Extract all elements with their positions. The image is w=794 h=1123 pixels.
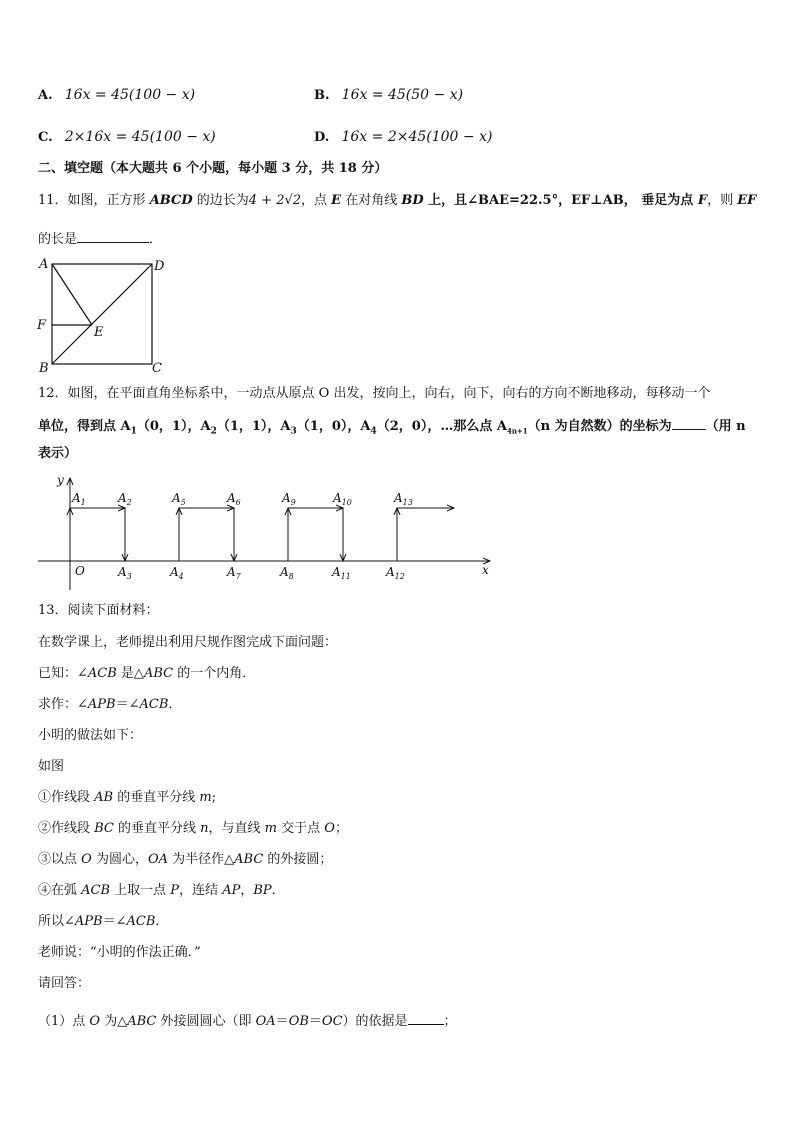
q12-text: （2，0），…那么点 A [376, 419, 507, 434]
q13-conclusion [38, 913, 168, 931]
q13-text: ③以点 [38, 852, 82, 867]
q13-text: ; [211, 790, 217, 805]
q11-point-e: E [331, 193, 342, 208]
q13-math: n [200, 821, 209, 836]
label-a2: $A_2$ [118, 491, 132, 507]
q13-text: ． [168, 697, 182, 712]
q13-math: ∠ACB [115, 914, 156, 929]
q12-answer-blank[interactable] [672, 415, 706, 430]
q13-math: AB [94, 790, 114, 805]
q13-text: ①作线段 [38, 790, 95, 805]
option-b-text: 16x = 45(50 − x) [341, 87, 464, 103]
label-a13: $A_{13}$ [394, 491, 413, 507]
q11-text: 11．如图，正方形 [38, 193, 150, 208]
q13-text: 已知： [38, 666, 78, 681]
q12-coordinate-figure [30, 470, 500, 592]
q13-math: OA [255, 1014, 276, 1029]
option-b-label: B. [314, 88, 330, 103]
q13-math: ∠ACB [77, 666, 117, 681]
label-a4: $A_4$ [170, 565, 184, 581]
q13-math: ABC [127, 1014, 157, 1029]
option-a-label: A. [38, 88, 53, 103]
q12-sub: 2 [210, 426, 217, 437]
q13-text: 是△ [116, 666, 144, 681]
q12-line2 [38, 415, 746, 441]
q13-math: ABC [234, 852, 264, 867]
q13-step3 [38, 851, 332, 869]
q13-text: ，连结 [179, 883, 223, 898]
q13-text: 的外接圆； [263, 852, 333, 867]
q13-math: O [89, 1014, 101, 1029]
option-c-text: 2×16x = 45(100 − x) [64, 129, 216, 145]
q13-math: m [199, 790, 212, 805]
label-a9: $A_9$ [282, 491, 296, 507]
q13-text: 为△ [100, 1014, 128, 1029]
segment-ae [52, 264, 92, 325]
q11-side-expr: 4 + 2√2 [248, 193, 302, 208]
q13-text: 交于点 [277, 821, 325, 836]
q12-line1: 12．如图，在平面直角坐标系中，一动点从原点 O 出发，按向上，向右，向下，向右的方向不断地移动，每移动一个 [38, 386, 711, 401]
q13-math: ∠APB [64, 914, 103, 929]
q13-math: BC [94, 821, 114, 836]
q13-math: BP [253, 883, 272, 898]
q13-text: ，与直线 [208, 821, 265, 836]
label-b: B [39, 361, 49, 376]
q12-text: （n 为自然数）的坐标为 [527, 419, 672, 434]
q11-line1 [38, 192, 756, 210]
q13-text: ． [155, 914, 169, 929]
q12-sub: 1 [130, 426, 137, 437]
label-a8: $A_8$ [280, 565, 294, 581]
q13-text: ． [271, 883, 285, 898]
q13-text: ＝ [115, 697, 129, 712]
q13-math: OA [147, 852, 168, 867]
q13-math: OB [288, 1014, 309, 1029]
q13-text: 的一个内角． [173, 666, 256, 681]
label-a7: $A_7$ [227, 565, 241, 581]
option-a [38, 86, 195, 105]
q11-abcd: ABCD [149, 193, 193, 208]
q13-math: OC [321, 1014, 343, 1029]
q11-ef: EF [737, 193, 757, 208]
q13-text: 为圆心， [91, 852, 148, 867]
q13-step4 [38, 882, 285, 900]
section-title: 二、填空题（本大题共 6 个小题，每小题 3 分，共 18 分） [38, 161, 388, 176]
q12-sub: 4 [370, 426, 377, 437]
label-a1: $A_1$ [72, 491, 86, 507]
q11-line2 [38, 228, 162, 249]
q13-math: ACB [81, 883, 111, 898]
label-a5: $A_5$ [172, 491, 186, 507]
option-d-text: 16x = 2×45(100 − x) [341, 129, 493, 145]
q13-method-intro: 小明的做法如下： [38, 728, 143, 743]
label-c: C [152, 361, 162, 376]
option-a-text: 16x = 45(100 − x) [64, 87, 196, 103]
q13-text: ＝ [275, 1014, 289, 1029]
q13-text: 外接圆圆心（即 [156, 1014, 256, 1029]
q13-text: 所以 [38, 914, 65, 929]
q13-as-figure: 如图 [38, 759, 65, 774]
q11-bd: BD [401, 193, 424, 208]
label-y: y [57, 473, 64, 487]
q11-text: 的长是 [38, 232, 78, 247]
q13-math: ABC [143, 666, 174, 681]
q13-text: （1）点 [38, 1014, 90, 1029]
q13-please-answer: 请回答： [38, 976, 91, 991]
q13-math: O [81, 852, 92, 867]
q11-text: 的边长为 [192, 193, 249, 208]
q12-text: （1，1），A [216, 419, 291, 434]
q12-text: 单位，得到点 A [38, 419, 131, 434]
q11-answer-blank[interactable] [77, 228, 149, 243]
label-a12: $A_{12}$ [386, 565, 405, 581]
option-c-label: C. [38, 130, 53, 145]
q13-text: 的垂直平分线 [113, 790, 200, 805]
q13-math: AP [222, 883, 241, 898]
label-f: F [37, 318, 47, 333]
q13-step2 [38, 820, 348, 838]
q12-line3: 表示） [38, 446, 78, 461]
q12-sub: 3 [290, 426, 297, 437]
q13-text: ＝ [102, 914, 116, 929]
option-c [38, 128, 216, 147]
q13-teacher-says: 老师说：“小明的作法正确．” [38, 945, 201, 960]
label-a6: $A_6$ [227, 491, 241, 507]
q13-math: ∠APB [77, 697, 116, 712]
q13-math: O [324, 821, 335, 836]
q13-given [38, 665, 255, 683]
q13-text: 上取一点 [110, 883, 171, 898]
label-o: O [75, 564, 85, 578]
option-d [314, 128, 492, 147]
q13-text: 的垂直平分线 [113, 821, 201, 836]
label-a11: $A_{11}$ [332, 565, 351, 581]
q13-text: ； [443, 1014, 457, 1029]
label-e: E [94, 325, 104, 340]
q13-math: P [170, 883, 180, 898]
q12-sub: 4n+1 [506, 426, 528, 436]
q11-text: 在对角线 [341, 193, 402, 208]
label-a: A [39, 257, 49, 272]
q13-line2: 在数学课上，老师提出利用尺规作图完成下面问题： [38, 635, 338, 650]
q13-text: ）的依据是 [342, 1014, 408, 1029]
q13-math: m [264, 821, 277, 836]
q13-text: 求作： [38, 697, 78, 712]
q11-text: 上，且∠BAE=22.5°，EF⊥AB， 垂足为点 [423, 193, 698, 208]
q13-heading: 13．阅读下面材料： [38, 603, 159, 618]
label-a3: $A_3$ [118, 565, 132, 581]
q11-text: ． [149, 232, 163, 247]
q13-find [38, 696, 181, 714]
q12-text: （0，1），A [136, 419, 211, 434]
label-x: x [482, 563, 489, 577]
label-a10: $A_{10}$ [333, 491, 352, 507]
q13-answer-blank[interactable] [408, 1010, 444, 1025]
q11-point-f: F [697, 193, 708, 208]
q13-text: ＝ [308, 1014, 322, 1029]
q13-math: ∠ACB [128, 697, 169, 712]
diagonal-bd [52, 264, 152, 364]
option-b [314, 86, 463, 105]
q13-text: ， [240, 883, 254, 898]
q11-text: ，点 [301, 193, 332, 208]
option-d-label: D. [314, 130, 330, 145]
q11-text: ，则 [707, 193, 738, 208]
q12-text: （1，0），A [296, 419, 371, 434]
q13-text: 为半径作△ [168, 852, 235, 867]
q13-step1 [38, 789, 216, 807]
q13-part1 [38, 1010, 457, 1031]
q13-text: ②作线段 [38, 821, 95, 836]
q13-text: ； [334, 821, 348, 836]
q13-text: ④在弧 [38, 883, 82, 898]
label-d: D [154, 259, 165, 274]
q11-square-figure [30, 254, 170, 378]
q12-text: （用 n [705, 419, 746, 434]
